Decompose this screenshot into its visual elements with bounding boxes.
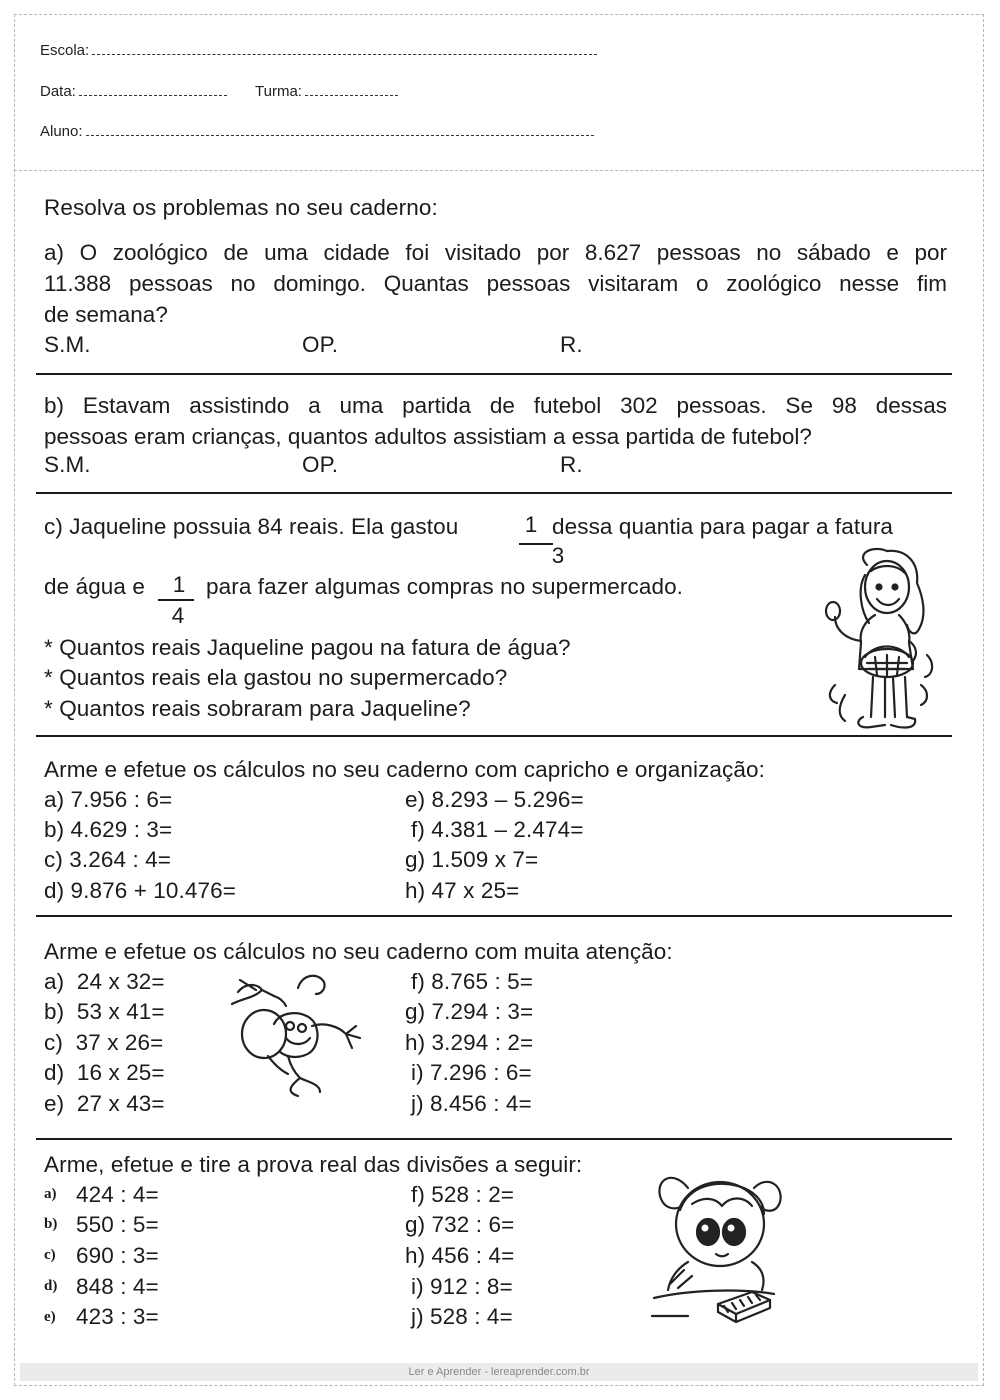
section2-item-c: c) 3.264 : 4=: [44, 847, 172, 872]
section4-item-a: 424 : 4=: [76, 1182, 159, 1207]
problem-c-question-1: * Quantos reais Jaqueline pagou na fatura de água?: [44, 635, 571, 660]
problem-a-r: R.: [560, 332, 583, 357]
divider: [36, 735, 952, 737]
girl-with-basket-illustration: [815, 545, 940, 735]
fraction-2-denominator: 4: [171, 603, 185, 628]
fraction-1-numerator: 1: [524, 512, 538, 537]
label-turma: Turma:: [255, 83, 302, 100]
line-escola[interactable]: [92, 54, 597, 55]
section4-item-c: 690 : 3=: [76, 1243, 159, 1268]
problem-b-sm: S.M.: [44, 452, 91, 477]
field-escola[interactable]: [40, 42, 597, 59]
section3-item-i: i) 7.296 : 6=: [411, 1060, 532, 1085]
line-turma[interactable]: [305, 95, 398, 96]
section3-item-h: h) 3.294 : 2=: [405, 1030, 534, 1055]
divider: [36, 1138, 952, 1140]
section2-item-d: d) 9.876 + 10.476=: [44, 878, 236, 903]
label-data: Data:: [40, 83, 76, 100]
section4-label-d: d): [44, 1278, 58, 1294]
divider: [36, 915, 952, 917]
section3-item-c: c) 37 x 26=: [44, 1030, 164, 1055]
section4-item-e: 423 : 3=: [76, 1304, 159, 1329]
section3-item-d: d) 16 x 25=: [44, 1060, 165, 1085]
fraction-2-bar: [158, 599, 194, 601]
label-aluno: Aluno:: [40, 123, 83, 140]
header-separator: [14, 170, 984, 171]
dancing-character-illustration: [228, 968, 378, 1103]
divider: [36, 492, 952, 494]
section2-title: Arme e efetue os cálculos no seu caderno com capricho e organização:: [44, 757, 765, 782]
footer-credit: Ler e Aprender - lereaprender.com.br: [20, 1363, 978, 1381]
problem-c-part4: para fazer algumas compras no supermercado.: [206, 574, 684, 599]
field-data[interactable]: [40, 83, 227, 100]
section3-item-g: g) 7.294 : 3=: [405, 999, 534, 1024]
problem-a: [44, 237, 947, 330]
section4-item-j: j) 528 : 4=: [411, 1304, 513, 1329]
section3-item-f: f) 8.765 : 5=: [411, 969, 534, 994]
section4-item-i: i) 912 : 8=: [411, 1274, 513, 1299]
problem-c-question-2: * Quantos reais ela gastou no supermercado?: [44, 665, 508, 690]
girl-writing-illustration: [648, 1166, 788, 1341]
label-escola: Escola:: [40, 42, 90, 59]
problem-b-op: OP.: [302, 452, 339, 477]
problem-a-line-2: 11.388 pessoas no domingo. Quantas pessoas visitaram o zoológico nesse fim: [44, 271, 947, 296]
problem-a-line-1: a) O zoológico de uma cidade foi visitado por 8.627 pessoas no sábado e por: [44, 240, 947, 265]
problem-b-line-1: b) Estavam assistindo a uma partida de futebol 302 pessoas. Se 98 dessas: [44, 393, 947, 418]
section3-item-j: j) 8.456 : 4=: [411, 1091, 532, 1116]
divider: [36, 373, 952, 375]
section3-title: Arme e efetue os cálculos no seu caderno com muita atenção:: [44, 939, 673, 964]
section3-item-a: a) 24 x 32=: [44, 969, 165, 994]
section2-item-e: e) 8.293 – 5.296=: [405, 787, 584, 812]
line-data[interactable]: [79, 95, 227, 96]
section2-item-b: b) 4.629 : 3=: [44, 817, 173, 842]
problem-b-r: R.: [560, 452, 583, 477]
section4-label-e: e): [44, 1309, 56, 1325]
section4-item-f: f) 528 : 2=: [411, 1182, 515, 1207]
problem-c-part1: c) Jaqueline possuia 84 reais. Ela gastou: [44, 514, 459, 539]
section3-item-b: b) 53 x 41=: [44, 999, 165, 1024]
section2-item-h: h) 47 x 25=: [405, 878, 520, 903]
section4-label-c: c): [44, 1247, 56, 1263]
line-aluno[interactable]: [86, 135, 594, 136]
section4-title: Arme, efetue e tire a prova real das divisões a seguir:: [44, 1152, 583, 1177]
section4-item-h: h) 456 : 4=: [405, 1243, 515, 1268]
fraction-2-numerator: 1: [172, 572, 186, 597]
problem-c-part2: dessa quantia para pagar a fatura: [552, 514, 894, 539]
problem-a-line-3: de semana?: [44, 302, 168, 327]
problem-b: [44, 390, 947, 452]
section2-item-f: f) 4.381 – 2.474=: [411, 817, 584, 842]
section2-item-a: a) 7.956 : 6=: [44, 787, 173, 812]
problem-a-op: OP.: [302, 332, 339, 357]
section4-label-b: b): [44, 1216, 58, 1232]
section4-label-a: a): [44, 1186, 57, 1202]
intro-text: Resolva os problemas no seu caderno:: [44, 195, 438, 220]
section3-item-e: e) 27 x 43=: [44, 1091, 165, 1116]
problem-b-line-2: pessoas eram crianças, quantos adultos assistiam a essa partida de futebol?: [44, 424, 812, 449]
problem-c-part3: de água e: [44, 574, 145, 599]
field-turma[interactable]: [255, 83, 398, 100]
section4-item-d: 848 : 4=: [76, 1274, 159, 1299]
fraction-1-denominator: 3: [551, 543, 565, 568]
section4-item-g: g) 732 : 6=: [405, 1212, 515, 1237]
problem-c-question-3: * Quantos reais sobraram para Jaqueline?: [44, 696, 471, 721]
problem-a-sm: S.M.: [44, 332, 91, 357]
field-aluno[interactable]: [40, 123, 594, 140]
section2-item-g: g) 1.509 x 7=: [405, 847, 539, 872]
section4-item-b: 550 : 5=: [76, 1212, 159, 1237]
